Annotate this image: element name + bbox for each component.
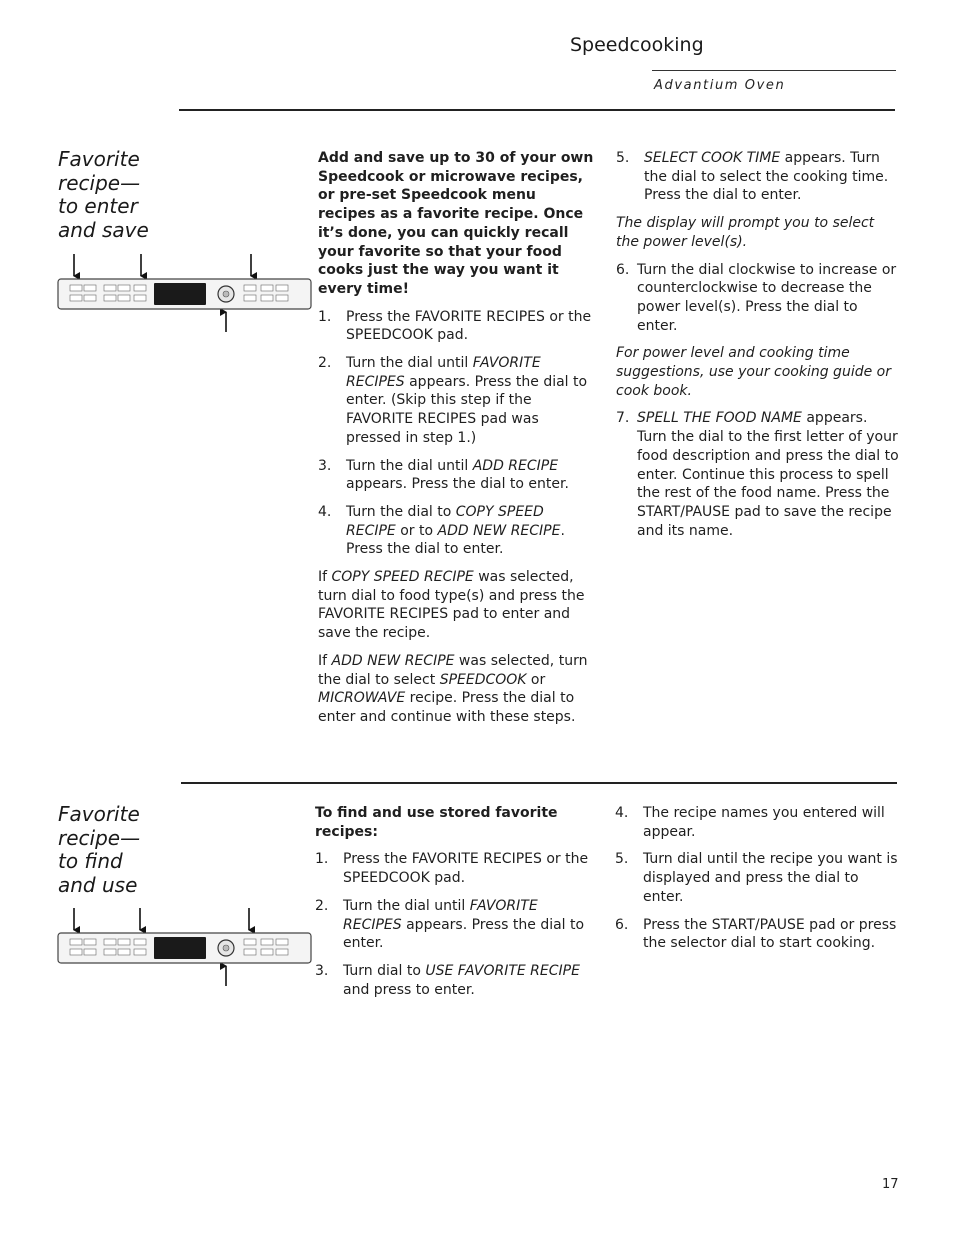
header-rule <box>652 70 896 71</box>
italic-note: For power level and cooking time suggestions, use your cooking guide or cook book. <box>616 345 891 399</box>
list-item: 5. Turn dial until the recipe you want is displayed and press the dial to enter. <box>615 851 898 905</box>
sub-paragraph: If COPY SPEED RECIPE was selected, turn dial to food type(s) and press the FAVORITE RECIPES pad to enter and save the recipe. <box>318 569 585 642</box>
list-item: 1. Press the FAVORITE RECIPES or the SPEEDCOOK pad. <box>318 308 592 344</box>
list-item: 2. Turn the dial until FAVORITE RECIPES appears. Press the dial to enter. (Skip this step if the FAVORITE RECIPES pad was pressed in step 1.) <box>318 355 588 446</box>
section1-intro: Add and save up to 30 of your own Speedcook or microwave recipes, or pre-set Speedcook menu recipes as a favorite recipe. Once it’s done, you can quickly recall your favorite so that your food cooks just the way you want it every time! <box>318 150 594 297</box>
display-screen <box>154 937 206 959</box>
list-item: 1. Press the FAVORITE RECIPES or the SPEEDCOOK pad. <box>315 851 589 887</box>
section2-column-left <box>315 804 595 1008</box>
control-panel-diagram <box>56 906 314 988</box>
control-panel-diagram <box>56 252 314 334</box>
display-screen <box>154 283 206 305</box>
sub-paragraph: If ADD NEW RECIPE was selected, turn the dial to select SPEEDCOOK or MICROWAVE recipe. Press the dial to enter and continue with these steps. <box>318 652 588 725</box>
section2-intro: To find and use stored favorite recipes: <box>315 805 558 840</box>
product-name: Advantium Oven <box>654 78 786 93</box>
section-heading: Speedcooking <box>570 34 704 56</box>
list-item: 3. Turn dial to USE FAVORITE RECIPE and press to enter. <box>315 962 580 998</box>
section1-column-left <box>318 149 596 736</box>
list-item: 3. Turn the dial until ADD RECIPE appears. Press the dial to enter. <box>318 457 569 493</box>
italic-note: The display will prompt you to select the power level(s). <box>616 215 875 250</box>
section-divider <box>179 109 895 111</box>
section2-title: Favorite recipe— to find and use <box>58 802 141 897</box>
list-item: 6. Press the START/PAUSE pad or press the selector dial to start cooking. <box>615 916 897 952</box>
list-item: 6. Turn the dial clockwise to increase or counterclockwise to decrease the power level(s). Press the dial to enter. <box>616 261 897 334</box>
list-item: 4. Turn the dial to COPY SPEED RECIPE or to ADD NEW RECIPE. Press the dial to enter. <box>318 503 565 558</box>
section1-title: Favorite recipe— to enter and save <box>58 147 149 242</box>
list-item: 7. SPELL THE FOOD NAME appears. Turn the dial to the first letter of your food description and press the dial to enter. Continue this process to spell the rest of the food name. Press the START/PAUSE pad to save the recipe and its name. <box>616 410 899 539</box>
list-item: 5. SELECT COOK TIME appears. Turn the dial to select the cooking time. Press the dial to enter. <box>616 150 889 204</box>
page-number: 17 <box>882 1177 899 1192</box>
section2-column-right <box>615 804 899 962</box>
list-item: 4. The recipe names you entered will appear. <box>615 805 885 840</box>
section-divider <box>181 782 897 784</box>
list-item: 2. Turn the dial until FAVORITE RECIPES appears. Press the dial to enter. <box>315 897 585 952</box>
section1-column-right <box>616 149 900 549</box>
